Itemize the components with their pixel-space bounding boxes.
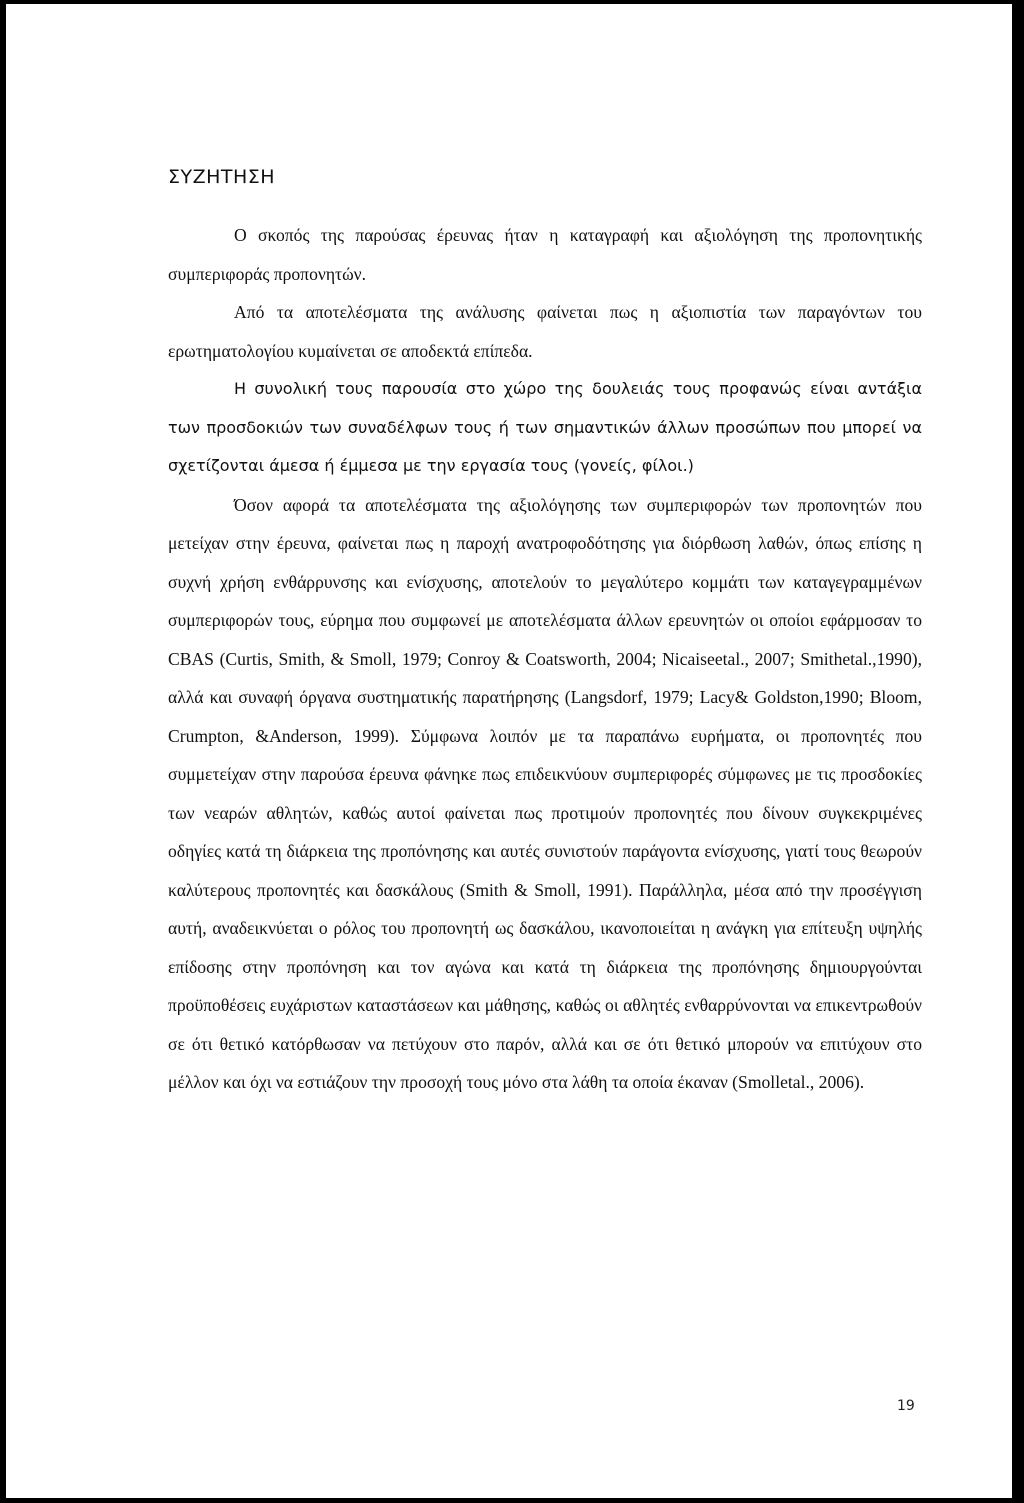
section-heading: ΣΥΖΗΤΗΣΗ xyxy=(168,166,276,188)
scan-border-right xyxy=(1012,0,1024,1503)
paragraph-presence: Η συνολική τους παρουσία στο χώρο της δουλειάς τους προφανώς είναι αντάξια των προσδοκιών των συναδέλφων τους ή των σημαντικών άλλων προσώπων που μπορεί να σχετίζονται άμεσα ή έμμεσα με την εργασία τους (γονείς, φίλοι.) xyxy=(168,379,922,475)
scan-border-bottom xyxy=(0,1498,1024,1503)
scan-border-top xyxy=(0,0,1024,4)
paragraph-aim: Ο σκοπός της παρούσας έρευνας ήταν η καταγραφή και αξιολόγηση της προπονητικής συμπεριφοράς προπονητών. xyxy=(168,225,922,284)
scan-border-left xyxy=(0,0,6,1503)
page-number: 19 xyxy=(897,1398,915,1414)
paragraph-reliability: Από τα αποτελέσματα της ανάλυσης φαίνεται πως η αξιοπιστία των παραγόντων του ερωτηματολογίου κυμαίνεται σε αποδεκτά επίπεδα. xyxy=(168,302,922,361)
body-text xyxy=(168,216,922,1102)
paragraph-results: Όσον αφορά τα αποτελέσματα της αξιολόγησης των συμπεριφορών των προπονητών που μετείχαν στην έρευνα, φαίνεται πως η παροχή ανατροφοδότησης για διόρθωση λαθών, όπως επίσης η συχνή χρήση ενθάρρυνσης και ενίσχυσης, αποτελούν το μεγαλύτερο κομμάτι των καταγεγραμμένων συμπεριφορών τους, εύρημα που συμφωνεί με αποτελέσματα άλλων ερευνητών οι οποίοι εφάρμοσαν το CBAS (Curtis, Smith, & Smoll, 1979; Conroy & Coatsworth, 2004; Nicaiseetal., 2007; Smithetal.,1990), αλλά και συναφή όργανα συστηματικής παρατήρησης (Langsdorf, 1979; Lacy& Goldston,1990; Bloom, Crumpton, &Anderson, 1999). Σύμφωνα λοιπόν με τα παραπάνω ευρήματα, οι προπονητές που συμμετείχαν στην παρούσα έρευνα φάνηκε πως επιδεικνύουν συμπεριφορές σύμφωνες με τις προσδοκίες των νεαρών αθλητών, καθώς αυτοί φαίνεται πως προτιμούν προπονητές που δίνουν συγκεκριμένες οδηγίες κατά τη διάρκεια της προπόνησης και αυτές συνιστούν παράγοντα ενίσχυσης, γιατί τους θεωρούν καλύτερους προπονητές και δασκάλους (Smith & Smoll, 1991). Παράλληλα, μέσα από την προσέγγιση αυτή, αναδεικνύεται ο ρόλος του προπονητή ως δασκάλου, ικανοποιείται η ανάγκη για επίτευξη υψηλής επίδοσης στην προπόνηση και τον αγώνα και κατά τη διάρκεια της προπόνησης δημιουργούνται προϋποθέσεις ευχάριστων καταστάσεων και μάθησης, καθώς οι αθλητές ενθαρρύνονται να επικεντρωθούν σε ότι θετικό κατόρθωσαν να πετύχουν στο παρόν, αλλά και σε ότι θετικό μπορούν να επιτύχουν στο μέλλον και όχι να εστιάζουν την προσοχή τους μόνο στα λάθη τα οποία έκαναν (Smolletal., 2006). xyxy=(168,494,922,1092)
